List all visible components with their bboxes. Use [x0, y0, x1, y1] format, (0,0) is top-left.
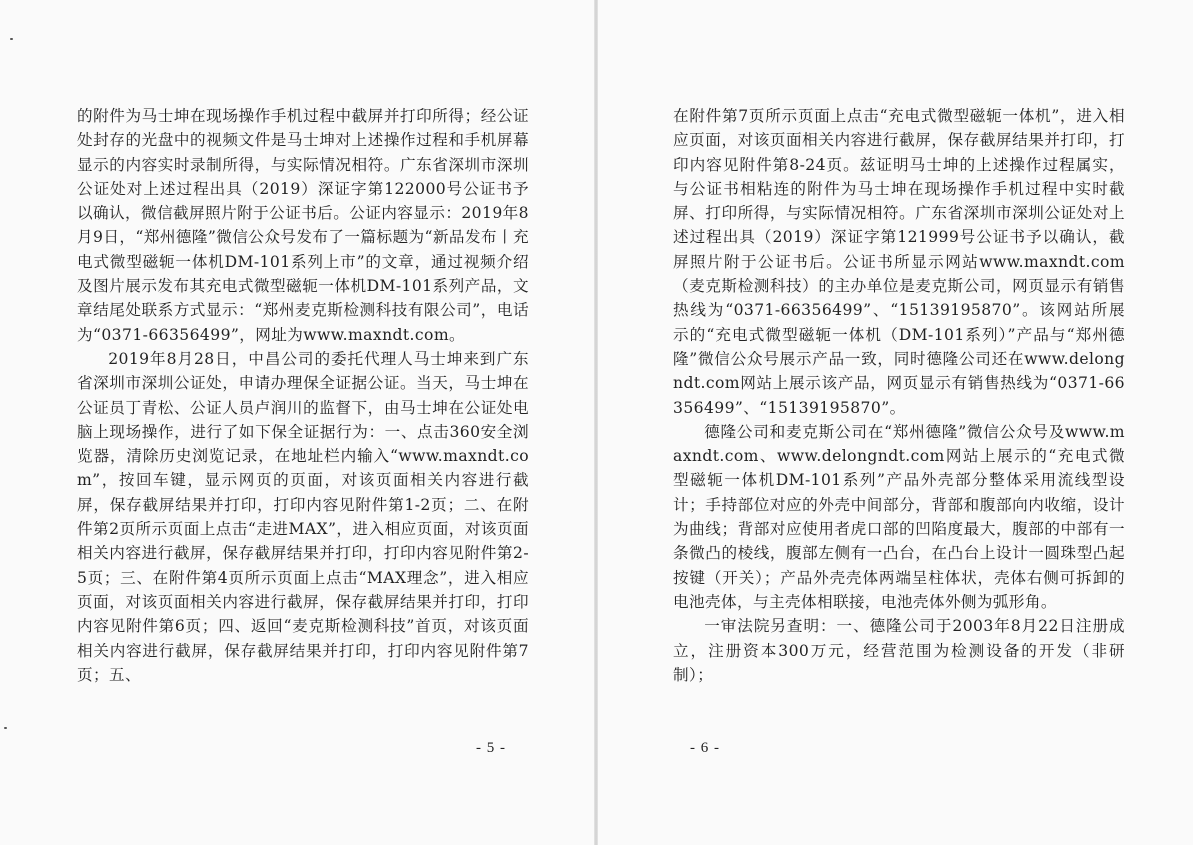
paragraph: 的附件为马士坤在现场操作手机过程中截屏并打印所得；经公证处封存的光盘中的视频文件是马士坤对上述操作过程和手机屏幕显示的内容实时录制所得，与实际情况相符。广东省深圳市深圳公证处对上述过程出具（2019）深证字第122000号公证书予以确认，微信截屏照片附于公证书后。公证内容显示：2019年8月9日，“郑州德隆”微信公众号发布了一篇标题为“新品发布丨充电式微型磁轭一体机DM-101系列上市”的文章，通过视频介绍及图片展示发布其充电式微型磁轭一体机DM-101系列产品，文章结尾处联系方式显示：“郑州麦克斯检测科技有限公司”，电话为“0371-66356499”，网址为www.maxndt.com。 [77, 107, 529, 344]
paragraph: 德隆公司和麦克斯公司在“郑州德隆”微信公众号及www.maxndt.com、www.delongndt.com网站上展示的“充电式微型磁轭一体机DM-101系列”产品外壳部分整体采用流线型设计；手持部位对应的外壳中间部分，背部和腹部向内收缩，设计为曲线；背部对应使用者虎口部的凹陷度最大，腹部的中部有一条微凸的棱线，腹部左侧有一凸台，在凸台上设计一圆珠型凸起按键（开关）；产品外壳壳体两端呈柱体状，壳体右侧可拆卸的电池壳体，与主壳体相联接，电池壳体外侧为弧形角。 [673, 422, 1125, 611]
scan-speck [4, 727, 7, 729]
left-page [0, 0, 594, 845]
page-number: - 6 - [690, 740, 720, 756]
scan-speck [10, 38, 13, 40]
paragraph: 2019年8月28日，中昌公司的委托代理人马士坤来到广东省深圳市深圳公证处，申请办理保全证据公证。当天，马士坤在公证员丁青松、公证人员卢润川的监督下，由马士坤在公证处电脑上现场操作，进行了如下保全证据行为：一、点击360安全浏览器，清除历史浏览记录，在地址栏内输入“www.maxndt.com”，按回车键，显示网页的页面，对该页面相关内容进行截屏，保存截屏结果并打印，打印内容见附件第1-2页；二、在附件第2页所示页面上点击“走进MAX”，进入相应页面，对该页面相关内容进行截屏，保存截屏结果并打印，打印内容见附件第2-5页；三、在附件第4页所示页面上点击“MAX理念”，进入相应页面，对该页面相关内容进行截屏，保存截屏结果并打印，打印内容见附件第6页；四、返回“麦克斯检测科技”首页，对该页面相关内容进行截屏，保存截屏结果并打印，打印内容见附件第7页；五、 [77, 349, 529, 684]
left-page-body [77, 104, 529, 687]
paragraph: 在附件第7页所示页面上点击“充电式微型磁轭一体机”，进入相应页面，对该页面相关内容进行截屏，保存截屏结果并打印，打印内容见附件第8-24页。兹证明马士坤的上述操作过程属实，与公证书相粘连的附件为马士坤在现场操作手机过程中实时截屏、打印所得，与实际情况相符。广东省深圳市深圳公证处对上述过程出具（2019）深证字第121999号公证书予以确认，截屏照片附于公证书后。公证书所显示网站www.maxndt.com（麦克斯检测科技）的主办单位是麦克斯公司，网页显示有销售热线为“0371-66356499”、“15139195870”。该网站所展示的“充电式微型磁轭一体机（DM-101系列）”产品与“郑州德隆”微信公众号展示产品一致，同时德隆公司还在www.delongndt.com网站上展示该产品，网页显示有销售热线为“0371-66356499”、“15139195870”。 [673, 107, 1125, 417]
right-page [598, 0, 1193, 845]
page-number: - 5 - [476, 740, 506, 756]
paragraph: 一审法院另查明：一、德隆公司于2003年8月22日注册成立，注册资本300万元，经营范围为检测设备的开发（非研制）； [673, 617, 1125, 684]
right-page-body [673, 104, 1125, 687]
